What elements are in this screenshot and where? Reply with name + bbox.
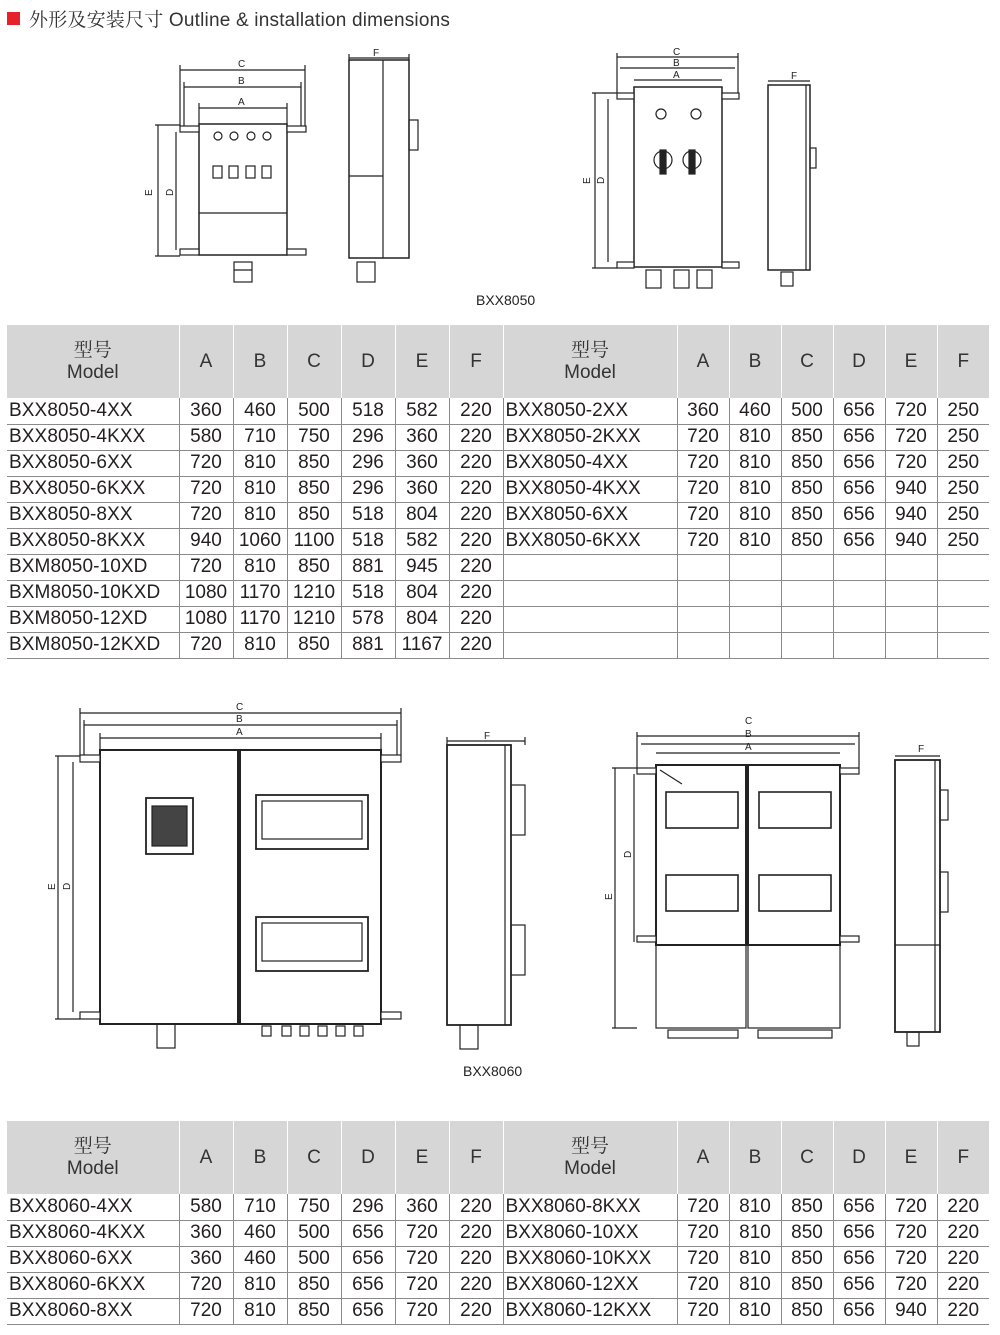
bxx8060-two-section-front-view — [55, 708, 401, 1048]
svg-text:F: F — [373, 48, 380, 59]
table-cell: BXX8050-8KXX — [7, 528, 179, 554]
table-cell — [781, 554, 833, 580]
table-cell: BXX8050-4XX — [7, 398, 179, 424]
svg-text:D: D — [596, 176, 607, 184]
table-cell: 460 — [233, 1220, 287, 1246]
table-cell — [503, 580, 677, 606]
table-cell: 720 — [885, 1272, 937, 1298]
table-cell: 220 — [449, 450, 503, 476]
table-cell: 360 — [395, 424, 449, 450]
table-cell: 940 — [885, 476, 937, 502]
svg-text:F: F — [791, 71, 798, 82]
table-cell — [729, 632, 781, 658]
table-row — [7, 1272, 989, 1298]
table-cell: 360 — [395, 450, 449, 476]
table-cell: 940 — [885, 1298, 937, 1324]
table-cell: 804 — [395, 606, 449, 632]
table-cell: 750 — [287, 424, 341, 450]
table-cell: 940 — [885, 528, 937, 554]
table-cell: 810 — [729, 1220, 781, 1246]
bxx8060-four-section-side-view — [895, 756, 948, 1046]
table-cell: BXX8050-8XX — [7, 502, 179, 528]
table-cell: 1210 — [287, 606, 341, 632]
table-cell: 220 — [449, 476, 503, 502]
table-row — [7, 1298, 989, 1324]
table-cell: 220 — [449, 424, 503, 450]
table-cell: 220 — [449, 554, 503, 580]
table-cell: 810 — [729, 476, 781, 502]
table-cell: 656 — [833, 1272, 885, 1298]
table-cell: 810 — [729, 450, 781, 476]
table-cell — [503, 606, 677, 632]
col-header: A — [179, 325, 233, 398]
col-header: D — [341, 325, 395, 398]
table-cell: 881 — [341, 554, 395, 580]
svg-text:C: C — [673, 47, 681, 58]
section-title: 外形及安装尺寸 Outline & installation dimensions — [29, 9, 451, 31]
table-cell: 656 — [833, 1246, 885, 1272]
table-cell: 720 — [677, 1272, 729, 1298]
table-row — [7, 476, 989, 502]
table-cell — [677, 632, 729, 658]
table-cell: 720 — [885, 398, 937, 424]
table-cell: 1167 — [395, 632, 449, 658]
table-cell: BXX8060-6XX — [7, 1246, 179, 1272]
table-cell: 1170 — [233, 606, 287, 632]
table-cell: 656 — [833, 528, 885, 554]
table-cell: BXM8050-10KXD — [7, 580, 179, 606]
table-cell: 850 — [781, 450, 833, 476]
table-cell: 460 — [233, 398, 287, 424]
table-cell — [937, 632, 989, 658]
table-cell: 296 — [341, 476, 395, 502]
table-cell: 500 — [287, 398, 341, 424]
table-cell: 220 — [449, 1246, 503, 1272]
table-cell: 360 — [677, 398, 729, 424]
table-cell: 720 — [677, 476, 729, 502]
table-cell: 220 — [449, 1220, 503, 1246]
table-cell: 710 — [233, 1194, 287, 1220]
table-cell: 360 — [395, 476, 449, 502]
svg-text:C: C — [238, 59, 246, 70]
svg-text:E: E — [144, 189, 155, 196]
table-cell: BXX8050-4XX — [503, 450, 677, 476]
table-cell: 656 — [833, 502, 885, 528]
table-cell: BXX8050-4KXX — [503, 476, 677, 502]
table-cell: 850 — [287, 632, 341, 658]
table-cell: 220 — [449, 632, 503, 658]
table-cell: 656 — [341, 1298, 395, 1324]
section-header — [7, 5, 450, 31]
table-cell — [885, 632, 937, 658]
table-cell: 850 — [287, 476, 341, 502]
table-row — [7, 424, 989, 450]
table-cell: 360 — [179, 1220, 233, 1246]
table-cell: 220 — [449, 1298, 503, 1324]
table-cell — [677, 580, 729, 606]
table-cell: BXX8060-12KXX — [503, 1298, 677, 1324]
table-cell: 500 — [287, 1220, 341, 1246]
svg-text:E: E — [604, 893, 615, 900]
col-header: A — [677, 1121, 729, 1194]
table-cell: 1080 — [179, 580, 233, 606]
table-cell: BXM8050-12KXD — [7, 632, 179, 658]
svg-text:F: F — [484, 731, 491, 742]
table-cell: BXX8050-2KXX — [503, 424, 677, 450]
table-cell — [503, 632, 677, 658]
table-cell: 518 — [341, 580, 395, 606]
table-cell: 810 — [233, 502, 287, 528]
table-row — [7, 398, 989, 424]
table-cell — [781, 580, 833, 606]
table-cell: 518 — [341, 528, 395, 554]
table-cell: 810 — [729, 528, 781, 554]
svg-text:B: B — [238, 76, 245, 87]
table-cell: 810 — [233, 450, 287, 476]
table-cell: 656 — [341, 1220, 395, 1246]
table-cell: 810 — [729, 1298, 781, 1324]
table-cell: 881 — [341, 632, 395, 658]
table-cell: 220 — [449, 528, 503, 554]
table-cell: 500 — [781, 398, 833, 424]
table-cell: 850 — [781, 528, 833, 554]
table-cell: 810 — [233, 1272, 287, 1298]
svg-text:A: A — [236, 727, 243, 738]
col-header: F — [937, 1121, 989, 1194]
table-cell: 850 — [781, 424, 833, 450]
table-cell: 360 — [179, 1246, 233, 1272]
table-cell: 850 — [287, 1272, 341, 1298]
table-cell: 220 — [449, 580, 503, 606]
table-row — [7, 1194, 989, 1220]
table-cell: 250 — [937, 476, 989, 502]
table-cell — [833, 606, 885, 632]
table-cell: 220 — [937, 1220, 989, 1246]
table-cell: 460 — [729, 398, 781, 424]
table-cell — [885, 580, 937, 606]
table-cell: 720 — [885, 1220, 937, 1246]
table-cell: 1170 — [233, 580, 287, 606]
figure-caption: BXX8060 — [463, 1063, 523, 1079]
col-header: C — [781, 325, 833, 398]
table-cell: 940 — [179, 528, 233, 554]
table-cell — [729, 580, 781, 606]
table-cell: 360 — [179, 398, 233, 424]
table-cell: 720 — [677, 1220, 729, 1246]
table-cell: 220 — [449, 606, 503, 632]
table-cell: 1060 — [233, 528, 287, 554]
table-cell: 720 — [677, 502, 729, 528]
table-cell: 656 — [833, 450, 885, 476]
bxx8050-small-front-view — [155, 65, 306, 282]
table-cell: 720 — [677, 1194, 729, 1220]
svg-text:B: B — [236, 714, 243, 725]
table-cell: 720 — [179, 502, 233, 528]
table-cell: 296 — [341, 450, 395, 476]
table-cell: BXX8060-4KXX — [7, 1220, 179, 1246]
svg-text:E: E — [47, 883, 58, 890]
table-cell: 850 — [781, 476, 833, 502]
col-header: E — [885, 1121, 937, 1194]
table-cell: 460 — [233, 1246, 287, 1272]
table-cell: BXX8060-8XX — [7, 1298, 179, 1324]
table-cell: BXX8060-8KXX — [503, 1194, 677, 1220]
table-cell — [729, 554, 781, 580]
table-cell: 220 — [449, 398, 503, 424]
table-cell: 850 — [781, 1272, 833, 1298]
table-cell: BXM8050-12XD — [7, 606, 179, 632]
table-cell: BXX8060-10KXX — [503, 1246, 677, 1272]
table-cell: 582 — [395, 528, 449, 554]
table-row — [7, 554, 989, 580]
table-cell: BXX8050-6XX — [7, 450, 179, 476]
col-header: C — [781, 1121, 833, 1194]
table-row — [7, 502, 989, 528]
col-header: B — [233, 1121, 287, 1194]
table-cell: 850 — [287, 450, 341, 476]
col-header: F — [449, 1121, 503, 1194]
table-cell: 720 — [179, 554, 233, 580]
svg-text:D: D — [623, 850, 634, 858]
table-cell: 720 — [179, 632, 233, 658]
table-cell: 720 — [179, 450, 233, 476]
table-cell: 804 — [395, 502, 449, 528]
table-row — [7, 606, 989, 632]
table-cell: 720 — [677, 1298, 729, 1324]
table-cell: BXM8050-10XD — [7, 554, 179, 580]
table-cell: 656 — [833, 1298, 885, 1324]
table-cell — [503, 554, 677, 580]
bxx8060-four-section-front-view — [612, 732, 859, 1038]
svg-text:A: A — [673, 70, 680, 81]
svg-text:B: B — [745, 729, 752, 740]
table-cell: 220 — [937, 1194, 989, 1220]
table-cell: 720 — [395, 1272, 449, 1298]
col-header: B — [729, 325, 781, 398]
col-header: A — [179, 1121, 233, 1194]
table-cell: 804 — [395, 580, 449, 606]
table-cell: 360 — [395, 1194, 449, 1220]
table-cell: 750 — [287, 1194, 341, 1220]
table-cell: 810 — [233, 1298, 287, 1324]
table-cell: 720 — [885, 1194, 937, 1220]
table-cell: 220 — [449, 1272, 503, 1298]
table-cell: BXX8060-12XX — [503, 1272, 677, 1298]
table-cell: 220 — [937, 1246, 989, 1272]
table-cell: 720 — [179, 1272, 233, 1298]
model-column-header: 型号 Model — [503, 325, 677, 398]
col-header: B — [233, 325, 287, 398]
table-cell: 850 — [781, 502, 833, 528]
table-cell — [729, 606, 781, 632]
table-cell: 580 — [179, 424, 233, 450]
bxx8060-drawings — [0, 695, 1000, 1065]
model-column-header: 型号 Model — [7, 325, 179, 398]
col-header: F — [937, 325, 989, 398]
svg-text:C: C — [236, 702, 244, 713]
table-cell: BXX8050-2XX — [503, 398, 677, 424]
svg-text:E: E — [582, 177, 593, 184]
table-cell: 296 — [341, 424, 395, 450]
svg-text:A: A — [745, 742, 752, 753]
table-cell: 850 — [781, 1220, 833, 1246]
svg-text:D: D — [62, 882, 73, 890]
table-cell: BXX8050-6XX — [503, 502, 677, 528]
table-cell: 710 — [233, 424, 287, 450]
table-cell: 250 — [937, 450, 989, 476]
col-header: F — [449, 325, 503, 398]
table-cell — [885, 606, 937, 632]
table-cell: 810 — [233, 554, 287, 580]
table-cell: 250 — [937, 528, 989, 554]
table-cell: 850 — [781, 1298, 833, 1324]
table-cell: 656 — [833, 1220, 885, 1246]
table-row — [7, 1246, 989, 1272]
table-cell: 578 — [341, 606, 395, 632]
table-cell: BXX8060-10XX — [503, 1220, 677, 1246]
table-cell: 720 — [677, 1246, 729, 1272]
table-cell: 1210 — [287, 580, 341, 606]
table-cell: 720 — [179, 1298, 233, 1324]
table-cell: 850 — [287, 502, 341, 528]
table-row — [7, 632, 989, 658]
table-cell: 810 — [729, 1272, 781, 1298]
table-cell: 850 — [781, 1246, 833, 1272]
bxx8050-small-side-view — [349, 54, 418, 282]
bxx8050-drawings — [0, 40, 1000, 315]
table-cell: BXX8050-4KXX — [7, 424, 179, 450]
table-cell — [677, 606, 729, 632]
table-cell: 250 — [937, 424, 989, 450]
table-cell: 810 — [233, 476, 287, 502]
table-cell: 656 — [341, 1246, 395, 1272]
table-cell: 810 — [729, 1246, 781, 1272]
table-cell: 220 — [449, 502, 503, 528]
table-cell: 720 — [395, 1246, 449, 1272]
table-cell — [833, 554, 885, 580]
table-cell: 580 — [179, 1194, 233, 1220]
table-cell: 518 — [341, 502, 395, 528]
model-column-header: 型号 Model — [503, 1121, 677, 1194]
table-row — [7, 450, 989, 476]
table-cell: 720 — [677, 450, 729, 476]
table-cell: 518 — [341, 398, 395, 424]
table-cell: 656 — [833, 1194, 885, 1220]
table-cell: 500 — [287, 1246, 341, 1272]
table-cell: 656 — [833, 476, 885, 502]
table-cell: 296 — [341, 1194, 395, 1220]
col-header: C — [287, 325, 341, 398]
col-header: E — [395, 325, 449, 398]
table-cell: 656 — [833, 424, 885, 450]
svg-text:B: B — [673, 58, 680, 69]
table-cell — [781, 606, 833, 632]
table-cell: 940 — [885, 502, 937, 528]
table-cell: 656 — [833, 398, 885, 424]
svg-text:A: A — [238, 97, 245, 108]
table-cell: 250 — [937, 502, 989, 528]
table-cell: 720 — [179, 476, 233, 502]
table-cell: 810 — [233, 632, 287, 658]
table-cell: 810 — [729, 1194, 781, 1220]
table-cell: 1080 — [179, 606, 233, 632]
table-cell: 850 — [287, 554, 341, 580]
bxx8060-two-section-side-view — [447, 737, 525, 1049]
bxx8050-large-front-view — [592, 53, 739, 288]
table-cell: 810 — [729, 424, 781, 450]
table-cell: 656 — [341, 1272, 395, 1298]
table-cell: 720 — [885, 424, 937, 450]
table-cell — [781, 632, 833, 658]
model-column-header: 型号 Model — [7, 1121, 179, 1194]
col-header: A — [677, 325, 729, 398]
table-cell: BXX8050-6KXX — [503, 528, 677, 554]
table-cell: 582 — [395, 398, 449, 424]
spec-table-bxx8050 — [7, 325, 989, 659]
table-cell: 945 — [395, 554, 449, 580]
table-cell — [937, 554, 989, 580]
table-row — [7, 1220, 989, 1246]
svg-text:D: D — [165, 188, 176, 196]
col-header: E — [395, 1121, 449, 1194]
red-square-bullet-icon — [7, 12, 20, 25]
table-cell: 220 — [449, 1194, 503, 1220]
table-cell: 850 — [781, 1194, 833, 1220]
col-header: D — [341, 1121, 395, 1194]
col-header: B — [729, 1121, 781, 1194]
table-header-row — [7, 325, 989, 398]
table-header-row — [7, 1121, 989, 1194]
table-cell: 850 — [287, 1298, 341, 1324]
table-cell: BXX8060-4XX — [7, 1194, 179, 1220]
table-cell: 720 — [885, 450, 937, 476]
table-cell — [937, 606, 989, 632]
figure-caption: BXX8050 — [476, 292, 536, 308]
table-cell: 720 — [395, 1220, 449, 1246]
table-cell: 720 — [677, 528, 729, 554]
table-cell — [677, 554, 729, 580]
spec-table-bxx8060 — [7, 1121, 989, 1325]
col-header: C — [287, 1121, 341, 1194]
table-cell: BXX8050-6KXX — [7, 476, 179, 502]
table-cell — [885, 554, 937, 580]
table-cell: 720 — [395, 1298, 449, 1324]
table-cell: 720 — [677, 424, 729, 450]
table-cell — [833, 632, 885, 658]
table-cell: 810 — [729, 502, 781, 528]
col-header: E — [885, 325, 937, 398]
table-cell: 720 — [885, 1246, 937, 1272]
table-cell: BXX8060-6KXX — [7, 1272, 179, 1298]
table-cell: 220 — [937, 1272, 989, 1298]
table-cell: 1100 — [287, 528, 341, 554]
table-cell — [833, 580, 885, 606]
table-cell: 220 — [937, 1298, 989, 1324]
table-row — [7, 580, 989, 606]
svg-text:C: C — [745, 716, 753, 727]
bxx8050-large-side-view — [768, 81, 816, 286]
col-header: D — [833, 325, 885, 398]
table-cell: 250 — [937, 398, 989, 424]
svg-text:F: F — [918, 744, 925, 755]
table-cell — [937, 580, 989, 606]
col-header: D — [833, 1121, 885, 1194]
table-row — [7, 528, 989, 554]
